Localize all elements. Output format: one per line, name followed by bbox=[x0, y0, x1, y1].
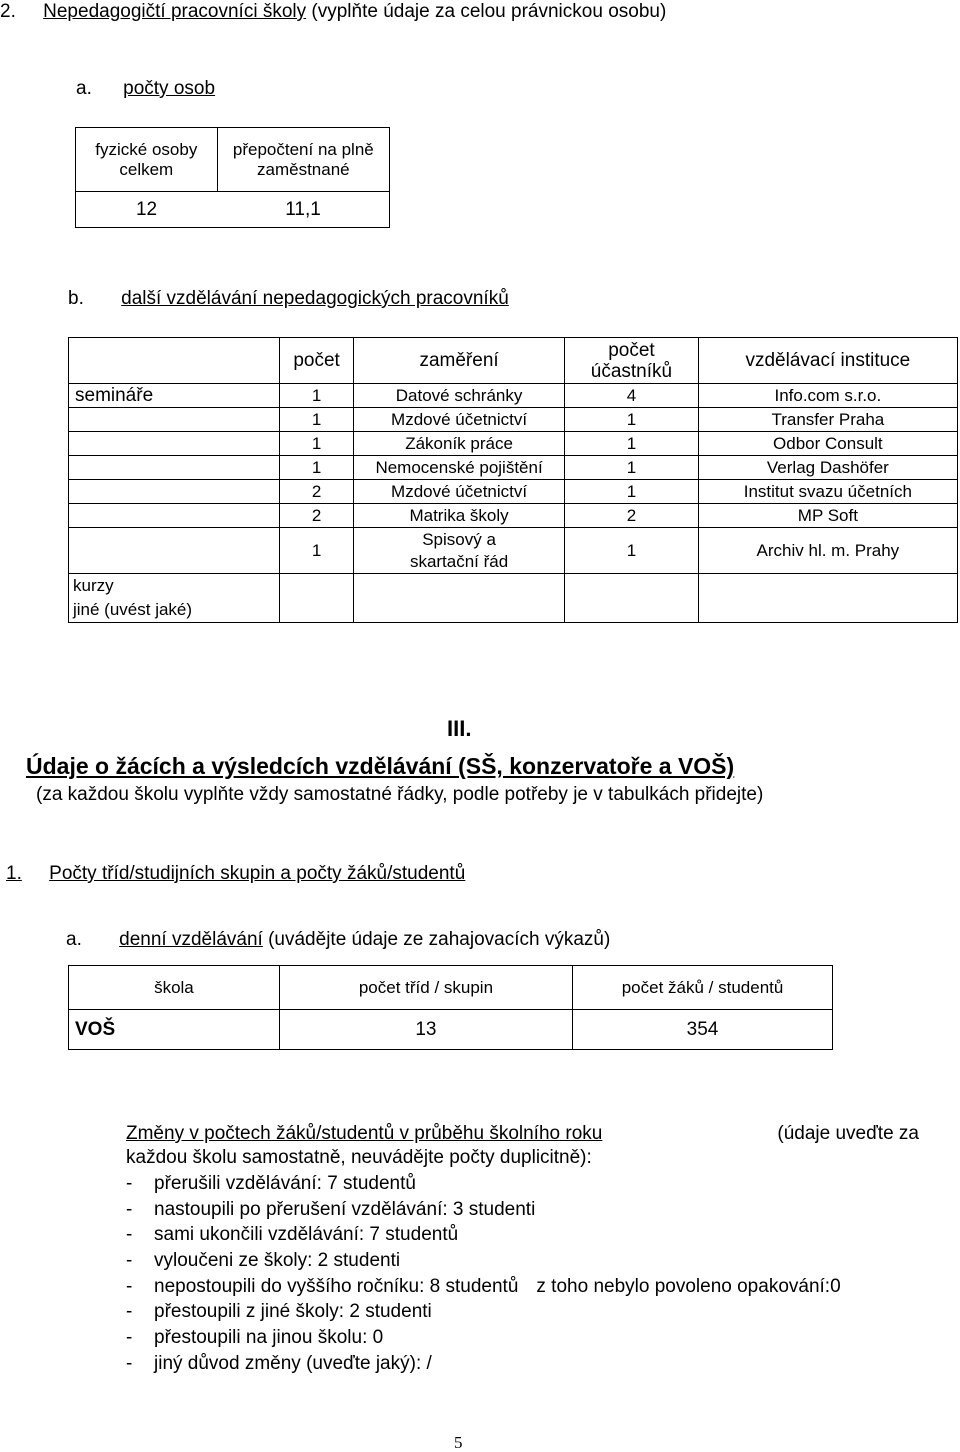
value-fte: 11,1 bbox=[217, 192, 389, 228]
cell-focus: Datové schránky bbox=[353, 384, 564, 408]
table-row bbox=[69, 528, 958, 574]
cell-focus: Matrika školy bbox=[353, 504, 564, 528]
cell-participants: 1 bbox=[565, 432, 699, 456]
cell-count bbox=[280, 574, 354, 623]
changes-title: Změny v počtech žáků/studentů v průběhu školního roku bbox=[126, 1123, 603, 1144]
cell-institution: Institut svazu účetních bbox=[698, 480, 957, 504]
table-row bbox=[69, 1010, 833, 1050]
list-item-text: jiný důvod změny (uveďte jaký): / bbox=[154, 1352, 432, 1374]
header-students: počet žáků / studentů bbox=[573, 966, 833, 1010]
section-2-heading bbox=[0, 0, 666, 24]
dash: - bbox=[126, 1301, 133, 1323]
cell-focus: Mzdové účetnictví bbox=[353, 408, 564, 432]
cell-institution: MP Soft bbox=[698, 504, 957, 528]
header-physical-persons: fyzické osoby celkem bbox=[76, 128, 218, 192]
header-fte: přepočtení na plně zaměstnané bbox=[217, 128, 389, 192]
section-3-roman: III. bbox=[447, 716, 472, 741]
row-label-empty bbox=[69, 480, 280, 504]
cell-focus: Spisový a skartační řád bbox=[353, 528, 564, 574]
list-item-extra: z toho nebylo povoleno opakování:0 bbox=[536, 1275, 841, 1297]
table-row bbox=[69, 432, 958, 456]
cell-participants: 1 bbox=[565, 480, 699, 504]
cell-count: 1 bbox=[280, 456, 354, 480]
list-item bbox=[126, 1351, 841, 1377]
cell-focus: Zákoník práce bbox=[353, 432, 564, 456]
subsection-title: denní vzdělávání bbox=[119, 929, 263, 950]
header-focus: zaměření bbox=[353, 338, 564, 384]
table-row bbox=[69, 456, 958, 480]
section-note: (vyplňte údaje za celou právnickou osobu) bbox=[311, 1, 667, 22]
cell-participants: 1 bbox=[565, 408, 699, 432]
cell-students: 354 bbox=[573, 1010, 833, 1050]
changes-note-continued: každou školu samostatně, neuvádějte počty duplicitně): bbox=[126, 1147, 592, 1168]
row-label-seminars: semináře bbox=[69, 384, 280, 408]
subsection-b-heading bbox=[68, 287, 509, 311]
row-label-empty bbox=[69, 432, 280, 456]
subsection-label: b. bbox=[68, 288, 84, 309]
item-1-heading bbox=[6, 862, 465, 886]
cell-count: 2 bbox=[280, 504, 354, 528]
daily-table bbox=[68, 965, 833, 1050]
row-label-courses: kurzy bbox=[73, 576, 114, 595]
changes-first-line bbox=[126, 1122, 919, 1146]
row-label-empty bbox=[69, 408, 280, 432]
changes-note: (údaje uveďte za bbox=[777, 1123, 919, 1144]
cell-participants: 2 bbox=[565, 504, 699, 528]
item-title: Počty tříd/studijních skupin a počty žáků/studentů bbox=[49, 863, 466, 884]
subsection-a-heading bbox=[76, 77, 215, 101]
list-item bbox=[126, 1197, 841, 1223]
list-item-text: přerušili vzdělávání: 7 studentů bbox=[154, 1173, 416, 1194]
cell-institution bbox=[698, 574, 957, 623]
cell-count: 1 bbox=[280, 528, 354, 574]
cell-count: 1 bbox=[280, 408, 354, 432]
cell-count: 2 bbox=[280, 480, 354, 504]
table-row bbox=[69, 480, 958, 504]
daily-heading bbox=[66, 928, 610, 952]
cell-institution: Info.com s.r.o. bbox=[698, 384, 957, 408]
list-item-text: sami ukončili vzdělávání: 7 studentů bbox=[154, 1224, 459, 1246]
page-number: 5 bbox=[454, 1433, 463, 1452]
section-3-subtitle: (za každou školu vyplňte vždy samostatné řádky, podle potřeby je v tabulkách přidejte) bbox=[36, 784, 764, 805]
cell-participants: 4 bbox=[565, 384, 699, 408]
list-item bbox=[126, 1325, 841, 1351]
row-label-empty bbox=[69, 504, 280, 528]
list-item-text: vyloučeni ze školy: 2 studenti bbox=[154, 1250, 401, 1272]
row-label-empty bbox=[69, 528, 280, 574]
dash: - bbox=[126, 1250, 133, 1272]
row-label-empty bbox=[69, 456, 280, 480]
subsection-label: a. bbox=[76, 78, 92, 99]
changes-paragraph bbox=[126, 1122, 919, 1170]
cell-count: 1 bbox=[280, 384, 354, 408]
section-number: 2. bbox=[0, 1, 16, 22]
list-item-text: přestoupili na jinou školu: 0 bbox=[154, 1327, 384, 1349]
list-item bbox=[126, 1299, 841, 1325]
value-physical-persons: 12 bbox=[76, 192, 218, 228]
table-row bbox=[69, 574, 958, 623]
list-item bbox=[126, 1274, 841, 1300]
cell-participants bbox=[565, 574, 699, 623]
cell-focus: Nemocenské pojištění bbox=[353, 456, 564, 480]
subsection-note: (uvádějte údaje ze zahajovacích výkazů) bbox=[268, 929, 611, 950]
changes-list bbox=[126, 1171, 841, 1377]
dash: - bbox=[126, 1327, 133, 1349]
cell-participants: 1 bbox=[565, 528, 699, 574]
cell-focus bbox=[353, 574, 564, 623]
subsection-label: a. bbox=[66, 929, 82, 950]
list-item bbox=[126, 1222, 841, 1248]
list-item bbox=[126, 1248, 841, 1274]
item-number: 1. bbox=[6, 863, 22, 884]
dash: - bbox=[126, 1352, 133, 1374]
header-institution: vzdělávací instituce bbox=[698, 338, 957, 384]
cell-count: 1 bbox=[280, 432, 354, 456]
section-title: Nepedagogičtí pracovníci školy bbox=[43, 1, 307, 22]
subsection-title: počty osob bbox=[123, 78, 216, 99]
table-row bbox=[69, 504, 958, 528]
subsection-title: další vzdělávání nepedagogických pracovníků bbox=[121, 288, 509, 309]
dash: - bbox=[126, 1224, 133, 1246]
row-label-other: jiné (uvést jaké) bbox=[73, 600, 193, 619]
list-item-text: přestoupili z jiné školy: 2 studenti bbox=[154, 1301, 432, 1323]
dash: - bbox=[126, 1198, 133, 1220]
cell-participants: 1 bbox=[565, 456, 699, 480]
header-school: škola bbox=[69, 966, 280, 1010]
cell-classes: 13 bbox=[279, 1010, 572, 1050]
cell-school: VOŠ bbox=[69, 1010, 280, 1050]
list-item bbox=[126, 1171, 841, 1197]
header-empty bbox=[69, 338, 280, 384]
cell-focus: Mzdové účetnictví bbox=[353, 480, 564, 504]
staff-count-table bbox=[75, 127, 390, 228]
cell-institution: Odbor Consult bbox=[698, 432, 957, 456]
header-participants: počet účastníků bbox=[565, 338, 699, 384]
header-classes: počet tříd / skupin bbox=[279, 966, 572, 1010]
dash: - bbox=[126, 1173, 133, 1194]
cell-institution: Verlag Dashöfer bbox=[698, 456, 957, 480]
dash: - bbox=[126, 1275, 133, 1297]
cell-institution: Transfer Praha bbox=[698, 408, 957, 432]
table-row bbox=[69, 408, 958, 432]
section-3-title: Údaje o žácích a výsledcích vzdělávání (SŠ, konzervatoře a VOŠ) bbox=[26, 753, 735, 779]
row-label-courses-other bbox=[69, 574, 280, 623]
list-item-text: nepostoupili do vyššího ročníku: 8 studentů bbox=[154, 1275, 519, 1297]
header-count: počet bbox=[280, 338, 354, 384]
cell-institution: Archiv hl. m. Prahy bbox=[698, 528, 957, 574]
table-row bbox=[69, 384, 958, 408]
training-table bbox=[68, 337, 958, 623]
list-item-text: nastoupili po přerušení vzdělávání: 3 studenti bbox=[154, 1198, 536, 1220]
